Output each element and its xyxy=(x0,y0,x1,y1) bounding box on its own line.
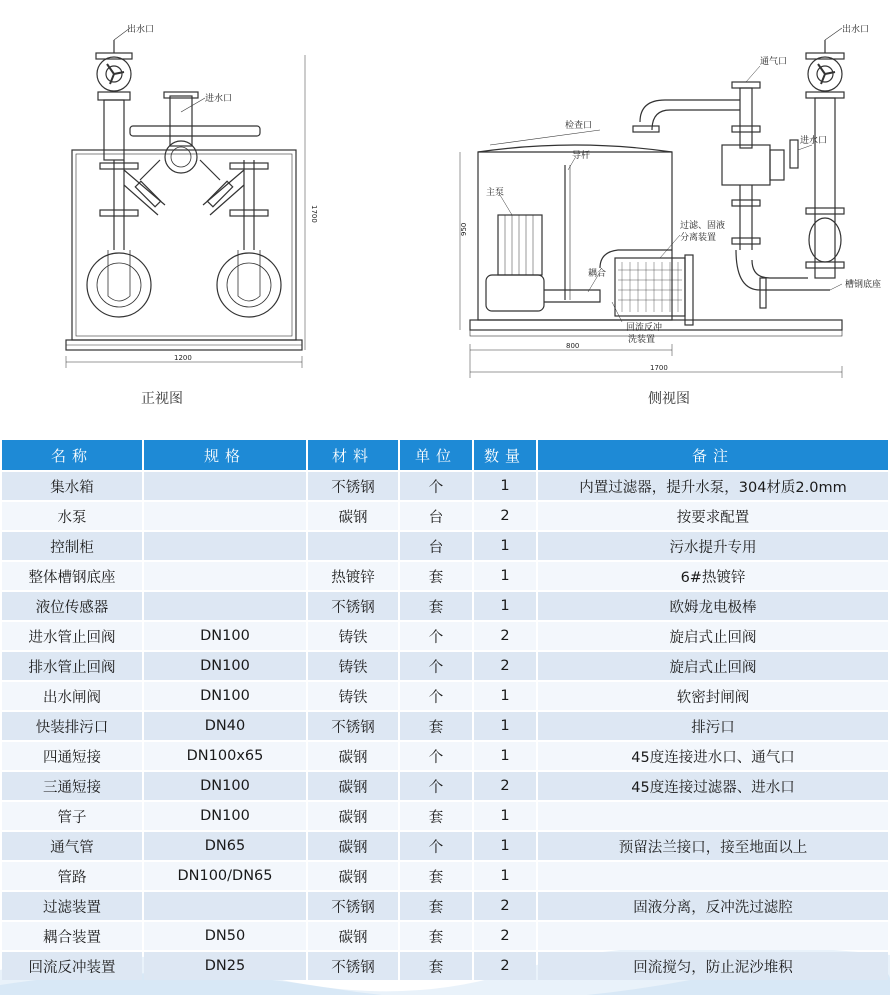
table-row xyxy=(2,622,888,650)
table-row xyxy=(2,592,888,620)
cell-remark xyxy=(538,922,888,950)
side-outlet-label: 出水口 xyxy=(842,25,870,35)
header-material: 材料 xyxy=(308,440,398,470)
table-row xyxy=(2,712,888,740)
cell-name: 耦合装置 xyxy=(2,922,142,950)
side-view-caption: 侧视图 xyxy=(648,391,690,407)
cell-material: 不锈钢 xyxy=(308,892,398,920)
cell-spec: DN100 xyxy=(144,802,306,830)
cell-remark: 预留法兰接口，接至地面以上 xyxy=(538,832,888,860)
side-guide-rod-label: 导杆 xyxy=(572,151,591,161)
side-backflush-label-1: 回流反冲 xyxy=(626,323,663,333)
cell-unit: 套 xyxy=(400,592,472,620)
cell-quantity: 1 xyxy=(474,682,536,710)
side-vent-label: 通气口 xyxy=(760,57,788,67)
cell-name: 集水箱 xyxy=(2,472,142,500)
parts-table xyxy=(0,438,890,982)
cell-remark: 固液分离，反冲洗过滤腔 xyxy=(538,892,888,920)
cell-unit: 个 xyxy=(400,622,472,650)
table-row xyxy=(2,922,888,950)
table-row xyxy=(2,532,888,560)
table-row xyxy=(2,772,888,800)
cell-material: 不锈钢 xyxy=(308,952,398,980)
cell-unit: 套 xyxy=(400,802,472,830)
table-row xyxy=(2,472,888,500)
cell-remark: 按要求配置 xyxy=(538,502,888,530)
cell-name: 管子 xyxy=(2,802,142,830)
front-view-drawing xyxy=(66,28,305,368)
table-body xyxy=(2,472,888,980)
cell-material: 碳钢 xyxy=(308,832,398,860)
cell-spec: DN65 xyxy=(144,832,306,860)
cell-unit: 台 xyxy=(400,532,472,560)
cell-material: 碳钢 xyxy=(308,502,398,530)
cell-quantity: 2 xyxy=(474,922,536,950)
cell-name: 管路 xyxy=(2,862,142,890)
cell-spec: DN100 xyxy=(144,772,306,800)
cell-remark: 旋启式止回阀 xyxy=(538,652,888,680)
cell-remark: 欧姆龙电极棒 xyxy=(538,592,888,620)
cell-material: 铸铁 xyxy=(308,682,398,710)
cell-name: 液位传感器 xyxy=(2,592,142,620)
cell-name: 快装排污口 xyxy=(2,712,142,740)
side-width-dim-2: 1700 xyxy=(650,364,668,372)
table-row xyxy=(2,652,888,680)
cell-remark: 排污口 xyxy=(538,712,888,740)
cell-spec xyxy=(144,502,306,530)
cell-material: 不锈钢 xyxy=(308,712,398,740)
side-main-pump-label: 主泵 xyxy=(486,188,505,198)
cell-quantity: 2 xyxy=(474,892,536,920)
cell-spec xyxy=(144,472,306,500)
table-row xyxy=(2,502,888,530)
cell-name: 三通短接 xyxy=(2,772,142,800)
cell-unit: 套 xyxy=(400,712,472,740)
cell-spec: DN50 xyxy=(144,922,306,950)
cell-spec: DN100 xyxy=(144,622,306,650)
cell-name: 出水闸阀 xyxy=(2,682,142,710)
cell-unit: 个 xyxy=(400,772,472,800)
drawing-canvas xyxy=(0,0,890,432)
side-height-dim: 950 xyxy=(460,222,468,236)
cell-material: 碳钢 xyxy=(308,772,398,800)
cell-quantity: 2 xyxy=(474,952,536,980)
cell-spec: DN25 xyxy=(144,952,306,980)
cell-material: 热镀锌 xyxy=(308,562,398,590)
table-row xyxy=(2,742,888,770)
cell-unit: 台 xyxy=(400,502,472,530)
cell-name: 排水管止回阀 xyxy=(2,652,142,680)
cell-material: 不锈钢 xyxy=(308,592,398,620)
table-row xyxy=(2,892,888,920)
table-row xyxy=(2,802,888,830)
cell-quantity: 1 xyxy=(474,592,536,620)
side-inlet-label: 进水口 xyxy=(800,136,828,146)
cell-material: 碳钢 xyxy=(308,802,398,830)
cell-quantity: 1 xyxy=(474,562,536,590)
cell-material: 铸铁 xyxy=(308,652,398,680)
cell-material: 不锈钢 xyxy=(308,472,398,500)
header-spec: 规格 xyxy=(144,440,306,470)
technical-drawings xyxy=(0,0,890,432)
cell-quantity: 2 xyxy=(474,652,536,680)
cell-name: 水泵 xyxy=(2,502,142,530)
cell-quantity: 1 xyxy=(474,862,536,890)
cell-spec: DN100/DN65 xyxy=(144,862,306,890)
cell-remark: 回流搅匀，防止泥沙堆积 xyxy=(538,952,888,980)
front-height-dim: 1700 xyxy=(310,205,318,223)
cell-name: 整体槽钢底座 xyxy=(2,562,142,590)
cell-unit: 套 xyxy=(400,862,472,890)
cell-quantity: 1 xyxy=(474,712,536,740)
cell-spec: DN100 xyxy=(144,652,306,680)
table-row xyxy=(2,682,888,710)
side-coupling-label: 耦合 xyxy=(588,269,607,279)
front-outlet-label: 出水口 xyxy=(127,25,155,35)
cell-name: 四通短接 xyxy=(2,742,142,770)
table-row xyxy=(2,862,888,890)
cell-unit: 套 xyxy=(400,562,472,590)
header-remark: 备注 xyxy=(538,440,888,470)
cell-quantity: 1 xyxy=(474,472,536,500)
table-header-row xyxy=(2,440,888,470)
cell-quantity: 1 xyxy=(474,802,536,830)
front-width-dim: 1200 xyxy=(174,354,192,362)
cell-remark: 6#热镀锌 xyxy=(538,562,888,590)
cell-material: 铸铁 xyxy=(308,622,398,650)
cell-unit: 个 xyxy=(400,472,472,500)
cell-name: 通气管 xyxy=(2,832,142,860)
front-view-caption: 正视图 xyxy=(141,391,183,407)
cell-spec xyxy=(144,592,306,620)
cell-name: 回流反冲装置 xyxy=(2,952,142,980)
cell-name: 控制柜 xyxy=(2,532,142,560)
front-inlet-label: 进水口 xyxy=(205,94,233,104)
side-base-label: 槽钢底座 xyxy=(845,280,882,290)
cell-quantity: 2 xyxy=(474,502,536,530)
cell-spec xyxy=(144,532,306,560)
cell-remark xyxy=(538,862,888,890)
cell-remark: 45度连接进水口、通气口 xyxy=(538,742,888,770)
cell-unit: 个 xyxy=(400,652,472,680)
cell-quantity: 2 xyxy=(474,772,536,800)
cell-unit: 个 xyxy=(400,682,472,710)
side-filter-label-1: 过滤、固液 xyxy=(680,221,726,231)
side-width-dim-1: 800 xyxy=(566,342,580,350)
cell-spec: DN100x65 xyxy=(144,742,306,770)
cell-material: 碳钢 xyxy=(308,862,398,890)
cell-remark: 旋启式止回阀 xyxy=(538,622,888,650)
cell-remark xyxy=(538,802,888,830)
cell-name: 进水管止回阀 xyxy=(2,622,142,650)
side-backflush-label-2: 洗装置 xyxy=(628,335,656,345)
cell-name: 过滤装置 xyxy=(2,892,142,920)
side-inspection-label: 检查口 xyxy=(565,121,593,131)
cell-material: 碳钢 xyxy=(308,742,398,770)
cell-quantity: 2 xyxy=(474,622,536,650)
table-row xyxy=(2,952,888,980)
cell-quantity: 1 xyxy=(474,742,536,770)
cell-quantity: 1 xyxy=(474,532,536,560)
cell-remark: 内置过滤器，提升水泵，304材质2.0mm xyxy=(538,472,888,500)
cell-remark: 污水提升专用 xyxy=(538,532,888,560)
table-row xyxy=(2,562,888,590)
cell-spec: DN100 xyxy=(144,682,306,710)
cell-material xyxy=(308,532,398,560)
cell-unit: 个 xyxy=(400,742,472,770)
header-name: 名称 xyxy=(2,440,142,470)
cell-spec xyxy=(144,562,306,590)
cell-unit: 套 xyxy=(400,952,472,980)
cell-remark: 软密封闸阀 xyxy=(538,682,888,710)
table-row xyxy=(2,832,888,860)
cell-unit: 套 xyxy=(400,922,472,950)
side-filter-label-2: 分离装置 xyxy=(680,233,717,243)
cell-material: 碳钢 xyxy=(308,922,398,950)
cell-unit: 个 xyxy=(400,832,472,860)
cell-remark: 45度连接过滤器、进水口 xyxy=(538,772,888,800)
cell-unit: 套 xyxy=(400,892,472,920)
cell-spec: DN40 xyxy=(144,712,306,740)
cell-spec xyxy=(144,892,306,920)
cell-quantity: 1 xyxy=(474,832,536,860)
header-unit: 单位 xyxy=(400,440,472,470)
header-quantity: 数量 xyxy=(474,440,536,470)
